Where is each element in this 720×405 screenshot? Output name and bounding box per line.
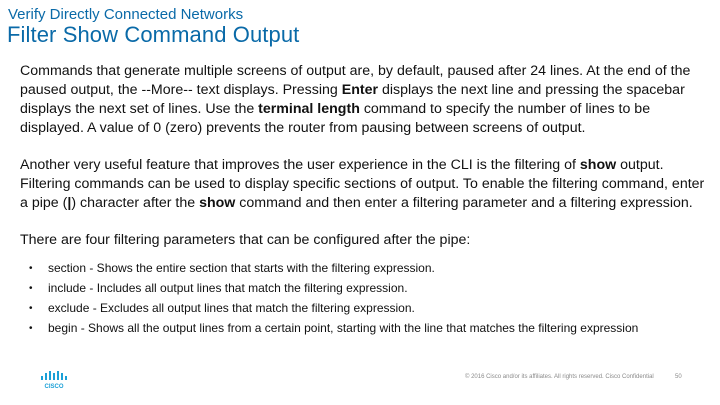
list-item: • exclude - Excludes all output lines that match the filtering expression. bbox=[29, 301, 415, 315]
slide-body bbox=[20, 62, 710, 342]
keyword-terminal-length: terminal length bbox=[258, 101, 360, 117]
bullet-icon: • bbox=[29, 263, 33, 274]
keyword-enter: Enter bbox=[341, 82, 378, 98]
keyword-show: show bbox=[199, 195, 236, 211]
slide-subtitle: Verify Directly Connected Networks bbox=[8, 6, 244, 23]
keyword-pipe: | bbox=[67, 195, 72, 211]
list-item: • include - Includes all output lines that match the filtering expression. bbox=[29, 281, 408, 295]
paragraph-filtering: Another very useful feature that improves the user experience in the CLI is the filtering of show output. Filtering commands can be used to display specific sections of output. To enable the filtering command, enter a pipe (|) character after the show command and then enter a filtering parameter and a filtering expression. bbox=[20, 157, 705, 211]
list-item: • begin - Shows all the output lines from a certain point, starting with the line that matches the filtering expression bbox=[29, 321, 639, 335]
paragraph-parameters-intro: There are four filtering parameters that can be configured after the pipe: bbox=[20, 232, 471, 248]
footer-copyright: © 2016 Cisco and/or its affiliates. All rights reserved. Cisco Confidential bbox=[465, 374, 654, 380]
cisco-logo-icon bbox=[40, 370, 68, 390]
keyword-show: show bbox=[579, 157, 617, 173]
bullet-icon: • bbox=[29, 303, 33, 314]
list-item: • section - Shows the entire section that starts with the filtering expression. bbox=[29, 261, 435, 275]
paragraph-more-output: Commands that generate multiple screens of output are, by default, paused after 24 lines. At the end of the paused output, the --More-- text displays. Pressing Enter displays the next line and pressing the spacebar displays the next set of lines. Use the terminal length command to specify the number of lines to be displayed. A value of 0 (zero) prevents the router from pausing between screens of output. bbox=[20, 63, 691, 136]
bullet-icon: • bbox=[29, 283, 33, 294]
bullet-icon: • bbox=[29, 323, 33, 334]
filter-parameter-list bbox=[20, 262, 710, 335]
slide-title: Filter Show Command Output bbox=[7, 22, 300, 47]
page-number: 50 bbox=[675, 374, 682, 380]
svg-text:CISCO: CISCO bbox=[44, 384, 64, 390]
